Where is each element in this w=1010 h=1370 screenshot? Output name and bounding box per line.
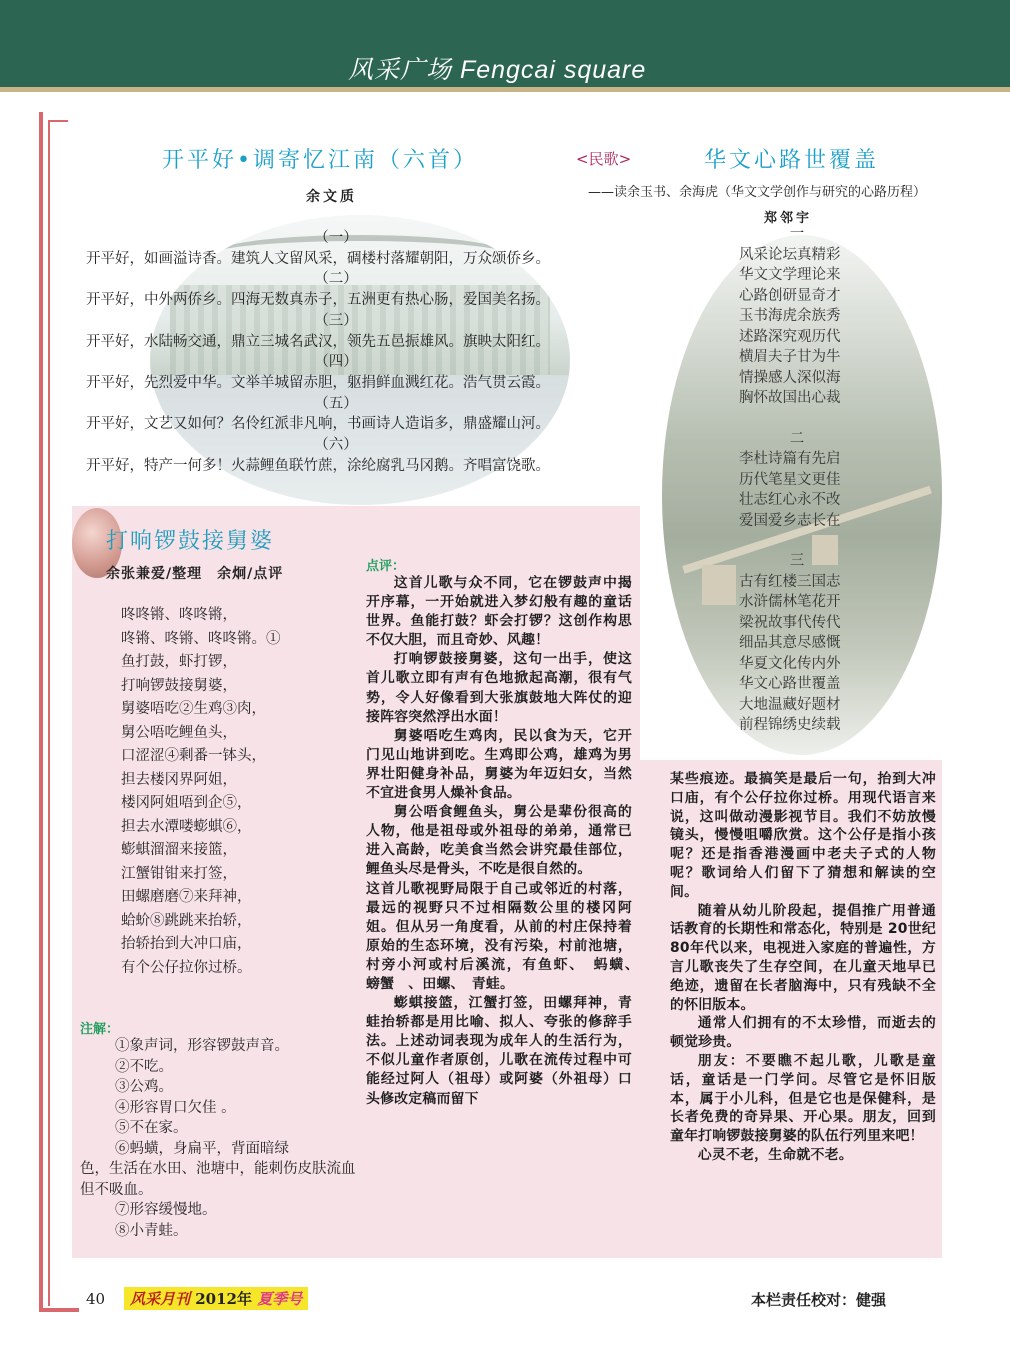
lyric-line: 鱼打鼓，虾打锣，	[121, 654, 237, 670]
poem-line: 华文文学理论来	[739, 267, 841, 283]
poem-line: 李杜诗篇有先启	[739, 451, 841, 467]
commentary-paragraph: 随着从幼儿阶段起，提倡推广用普通话教育的长期性和常态化，特别是 20世纪 80年代以来，电视进入家庭的普遍性，方言儿歌丧失了生存空间，在儿童天地早已绝迹，遗留在长者脑海中，只有残缺不全的怀旧版本。	[670, 902, 936, 1013]
poem-line: 历代笔星文更佳	[739, 471, 841, 488]
bottom-decor-line	[39, 1308, 79, 1312]
note-item: ③公鸡。	[115, 1079, 173, 1095]
poem-line: 华文心路世覆盖	[739, 676, 841, 692]
stanza-line: 开平好，中外两侨乡。四海无数真赤子，五洲更有热心肠，爱国美名扬。	[86, 292, 550, 309]
commentary-paragraph: 舅公唔食鲤鱼头，舅公是辈份很高的人物，他是祖母或外祖母的弟弟，通常已进入高龄，吃美食当然会讲究最佳部位，鲤鱼头尽是骨头，不吃是很自然的。	[366, 804, 632, 878]
proofreader-credit: 本栏责任校对：健强	[751, 1291, 887, 1309]
lyric-line: 有个公仔拉你过桥。	[121, 959, 252, 976]
note-item-continued: 色，生活在水田、池塘中，能刺伤皮肤流血但不吸血。	[80, 1161, 356, 1198]
commentary-paragraph: 蟛蜞接篮，江蟹打签，田螺拜神，青蛙抬轿都是用比喻、拟人、夸张的修辞手法。上述动词表现为成年人的生活行为，不似儿童作者原创，儿歌在流传过程中可能经过阿人（祖母）或阿婆（外祖母）口头修改定稿而留下	[366, 995, 632, 1107]
lyric-line: 江蟹钳钳来打签，	[121, 865, 237, 882]
lyric-line: 抬轿抬到大冲口庙，	[121, 936, 252, 952]
article-author: 郑邻宇	[764, 211, 813, 226]
note-item: ⑤不在家。	[115, 1120, 188, 1136]
notes-label: 注解：	[80, 1022, 120, 1037]
stanza-number: （二）	[314, 271, 358, 288]
poem-line: 玉书海虎余族秀	[739, 308, 841, 324]
poem-body	[86, 228, 626, 476]
stanza-line: 开平好，文艺又如何？名伶红派非凡响，书画诗人造诣多，鼎盛耀山河。	[86, 416, 550, 433]
lyric-line: 蛤蚧⑧跳跳来抬轿，	[121, 912, 252, 929]
stanza-line: 开平好，先烈爱中华。文举羊城留赤胆，躯捐鲜血溅红花。浩气贯云霞。	[86, 374, 550, 391]
poem-line: 壮志红心永不改	[739, 492, 841, 508]
poem-title: 开平好•调寄忆江南（六首）	[162, 148, 478, 173]
genre-tag: <民歌>	[576, 150, 632, 168]
song-lyrics	[121, 604, 361, 980]
left-decor-bar	[39, 112, 43, 1310]
poem-line: 大地温藏好题材	[739, 696, 841, 713]
lyric-line: 担去水潭喽蟛蜞⑥，	[121, 818, 252, 835]
poem-author: 余文质	[306, 189, 357, 205]
note-item: ⑧小青蛙。	[115, 1222, 188, 1239]
commentary-column-1	[366, 574, 632, 1109]
commentary-paragraph: 某些痕迹。最搞笑是最后一句，抬到大冲口庙，有个公仔拉你过桥。用现代语言来说，这叫做动漫影视节目。我们不妨放慢镜头，慢慢咀嚼欣赏。这个公仔是指小孩呢？还是指香港漫画中老夫子式的人物呢？歌词给人们留下了猜想和解读的空间。	[670, 771, 936, 900]
stanza-line: 开平好，特产一何多！火蒜鲤鱼联竹蔗，涂纶腐乳马冈鹅。齐唱富饶歌。	[86, 457, 550, 474]
commentary-paragraph: 这首儿歌视野局限于自己或邻近的村落，最远的视野只不过相隔数公里的楼冈阿姐。但从另一角度看，从前的村庄保持着原始的生态环境，没有污染，村前池塘，村旁小河或村后溪流，有鱼虾、 蚂蟥、 螃蟹 、田螺、 青蛙。	[366, 880, 632, 992]
magazine-name: 风采月刊	[130, 1290, 191, 1308]
lyric-line: 口涩涩④剩番一钵头，	[121, 748, 266, 764]
song-title: 打响锣鼓接舅婆	[106, 529, 275, 554]
note-item: ⑥蚂蟥，身扁平，背面暗绿	[115, 1140, 289, 1157]
lyric-line: 舅婆唔吃②生鸡③肉，	[121, 701, 266, 717]
commentary-paragraph: 心灵不老，生命就不老。	[697, 1146, 853, 1163]
commentary-paragraph: 通常人们拥有的不太珍惜，而逝去的顿觉珍贵。	[670, 1015, 936, 1051]
poem-line: 古有红楼三国志	[739, 573, 841, 590]
poem-line: 心路创研显奇才	[739, 287, 841, 304]
note-item: ④形容胃口欠佳 。	[115, 1099, 236, 1116]
note-item: ①象声词，形容锣鼓声音。	[115, 1038, 289, 1054]
note-item: ⑦形容缓慢地。	[115, 1202, 217, 1218]
song-credit: 余张兼爱/整理 余炯/点评	[106, 566, 284, 582]
note-item: ②不吃。	[115, 1058, 173, 1075]
commentary-column-2	[670, 770, 936, 1165]
lyric-line: 咚锵、咚锵、咚咚锵。①	[121, 630, 281, 647]
issue-year: 2012年	[195, 1290, 252, 1308]
stanza-number: （三）	[314, 312, 358, 329]
commentary-paragraph: 舅婆唔吃生鸡肉，民以食为天，它开门见山地讲到吃。生鸡即公鸡，雄鸡为男界壮阳健身补品，舅婆为年迈妇女，当然不宜进食男人燥补食品。	[366, 727, 632, 802]
stanza-number: （六）	[314, 437, 358, 454]
section-number: 一	[789, 226, 805, 242]
poem-line: 爱国爱乡志长在	[739, 512, 841, 529]
lyric-line: 担去楼冈界阿姐，	[121, 771, 237, 788]
poem-line: 情操感人深似海	[739, 369, 841, 386]
commentary-paragraph: 这首儿歌与众不同，它在锣鼓声中揭开序幕，一开始就进入梦幻般有趣的童话世界。鱼能打鼓？虾会打锣？这创作构思不仅大胆，而且奇妙、风趣！	[366, 575, 632, 649]
top-decor-line	[48, 120, 68, 122]
stanza-line: 开平好，水陆畅交通，鼎立三城名武汉，领先五邑振雄风。旗映太阳红。	[86, 333, 550, 350]
page-header	[0, 0, 1010, 92]
poem-line: 华夏文化传内外	[739, 655, 841, 672]
poem-line: 横眉夫子甘为牛	[739, 349, 841, 365]
stanza-line: 开平好，如画溢诗香。建筑人文留风采，碉楼村落耀朝阳，万众颂侨乡。	[86, 250, 550, 267]
stanza-number: （五）	[314, 395, 358, 412]
page-number: 40	[86, 1290, 106, 1308]
song-notes	[80, 1036, 362, 1241]
lyric-line: 咚咚锵、咚咚锵，	[121, 607, 237, 623]
section-title: 风采广场 Fengcai square	[348, 56, 647, 84]
right-poem-body	[739, 224, 869, 736]
issue-season: 夏季号	[257, 1290, 303, 1308]
commentary-paragraph: 朋友：不要瞧不起儿歌，儿歌是童话，童话是一门学问。尽管它是怀旧版本，属于小儿科，但是它也是保健科，是长者免费的奇异果、开心果。朋友，回到童年打响锣鼓接舅婆的队伍行列里来吧！	[670, 1052, 936, 1145]
stanza-number: （四）	[314, 354, 358, 371]
lyric-line: 田螺磨磨⑦来拜神，	[121, 889, 252, 905]
left-decor-bar-inner	[48, 120, 50, 1306]
article-subtitle: ——读余玉书、余海虎（华文文学创作与研究的心路历程）	[588, 185, 927, 200]
article-title: 华文心路世覆盖	[704, 148, 880, 173]
poem-line: 前程锦绣史续载	[739, 717, 841, 733]
poem-line: 细品其意尽感慨	[739, 635, 841, 651]
commentary-paragraph: 打响锣鼓接舅婆，这句一出手，使这首儿歌立即有声有色地掀起高潮，很有气势，令人好像看到大张旗鼓地大阵仗的迎接阵容突然浮出水面！	[366, 651, 632, 725]
lyric-line: 舅公唔吃鲤鱼头，	[121, 724, 237, 741]
poem-line: 述路深究观历代	[739, 328, 841, 345]
lyric-line: 打响锣鼓接舅婆，	[121, 677, 237, 694]
section-number: 二	[789, 430, 805, 447]
poem-line: 水浒儒林笔花开	[739, 594, 841, 610]
lyric-line: 楼冈阿姐唔到企⑤，	[121, 795, 252, 811]
stanza-number: （一）	[314, 230, 358, 246]
lyric-line: 蟛蜞溜溜来接篮，	[121, 842, 237, 858]
magazine-banner	[124, 1287, 308, 1310]
poem-line: 梁祝故事代传代	[739, 614, 841, 631]
poem-line: 胸怀故国出心裁	[739, 390, 841, 406]
poem-line: 风采论坛真精彩	[739, 246, 841, 263]
commentary-label: 点评：	[366, 559, 406, 574]
section-number: 三	[789, 553, 805, 569]
